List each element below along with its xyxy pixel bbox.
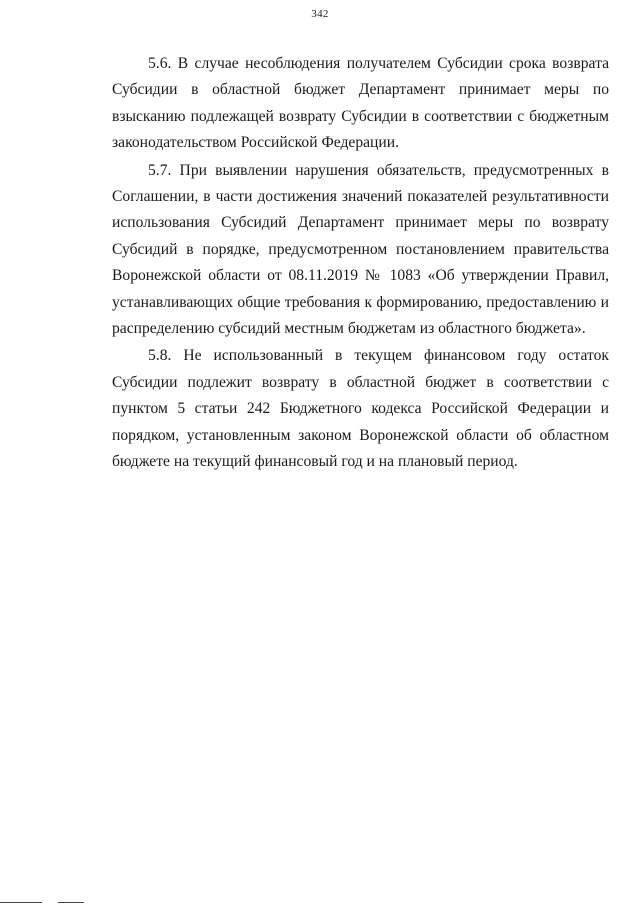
- paragraph-5-8: 5.8. Не использованный в текущем финансовом году остаток Субсидии подлежит возврату в областной бюджет в соответствии с пунктом 5 статьи 242 Бюджетного кодекса Российской Федерации и порядком, установленным законом Воронежской области об областном бюджете на текущий финансовый год и на плановый период.: [112, 347, 609, 471]
- paragraph-5-7: 5.7. При выявлении нарушения обязательств, предусмотренных в Соглашении, в части достижения значений показателей результативности использования Субсидий Департамент принимает меры по возврату Субсидий в порядке, предусмотренном постановлением правительства Воронежской области от 08.11.2019 № 1083 «Об утверждении Правил, устанавливающих общие требования к формированию, предоставлению и распределению субсидий местным бюджетам из областного бюджета».: [112, 161, 609, 338]
- footnote-rule-segment: [58, 902, 84, 903]
- paragraph-5-6: 5.6. В случае несоблюдения получателем Субсидии срока возврата Субсидии в областной бюджет Департамент принимает меры по взысканию подлежащей возврату Субсидии в соответствии с бюджетным законодательством Российской Федерации.: [112, 55, 609, 152]
- footnote-rule: [0, 902, 42, 903]
- document-body: [112, 51, 609, 477]
- page-number: 342: [311, 8, 329, 20]
